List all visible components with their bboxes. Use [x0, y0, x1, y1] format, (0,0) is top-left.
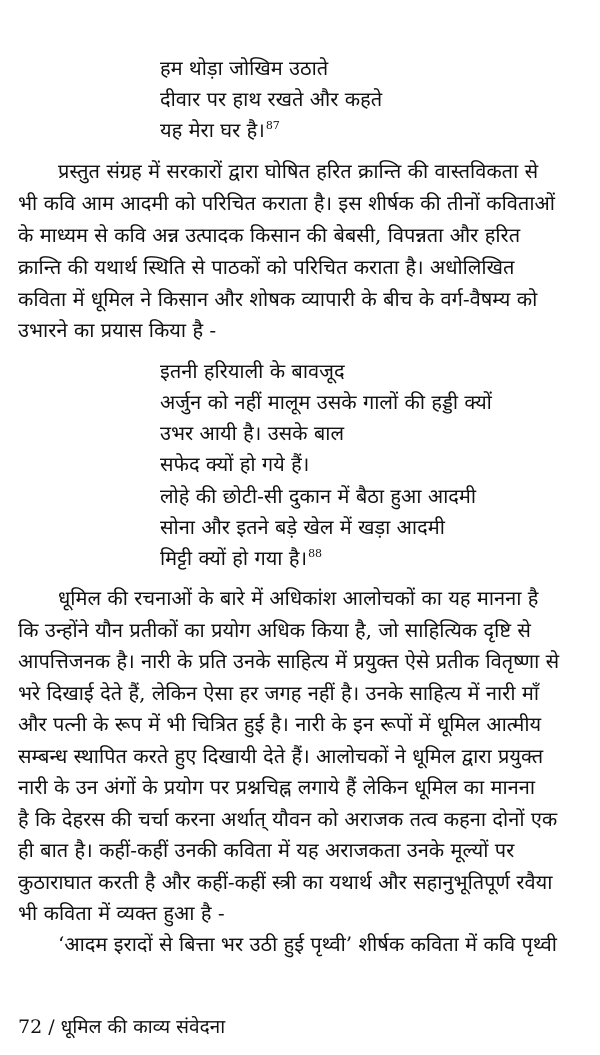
paragraph-3-line-1: ‘आदम इरादों से बित्ता भर उठी हुई पृथ्वी’ शीर्षक कविता में कवि पृथ्वी	[58, 932, 557, 956]
page-footer: 72 / धूमिल की काव्य संवेदना	[18, 1016, 226, 1038]
footnote-ref-87: 87	[265, 119, 280, 133]
footnote-ref-88: 88	[308, 547, 323, 561]
poem-1-line-1: हम थोड़ा जोखिम उठाते	[160, 56, 329, 80]
paragraph-1-line-3: के माध्यम से कवि अन्न उत्पादक किसान की बेबसी, विपन्नता और हरित	[18, 223, 521, 247]
paragraph-2-line-8: है कि देहरस की चर्चा करना अर्थात् यौवन को अराजक तत्व कहना दोनों एक	[18, 807, 558, 831]
paragraph-2-line-4: भरे दिखाई देते हैं, लेकिन ऐसा हर जगह नहीं है। उनके साहित्य में नारी माँ	[18, 681, 540, 705]
poem-1-line-3-text: यह मेरा घर है।	[160, 118, 265, 142]
poem-2-line-7	[160, 545, 322, 571]
paragraph-2-line-7: नारी के उन अंगों के प्रयोग पर प्रश्नचिह्न लगाये हैं लेकिन धूमिल का मानना	[18, 775, 536, 799]
paragraph-2-line-11: भी कविता में व्यक्त हुआ है -	[18, 901, 225, 925]
paragraph-2-line-9: ही बात है। कहीं-कहीं उनकी कविता में यह अराजकता उनके मूल्यों पर	[18, 838, 515, 862]
paragraph-2-line-3: आपत्तिजनक है। नारी के प्रति उनके साहित्य में प्रयुक्त ऐसे प्रतीक वितृष्णा से	[18, 649, 560, 673]
poem-1-line-2: दीवार पर हाथ रखते और कहते	[160, 87, 383, 111]
poem-2-line-5: लोहे की छोटी-सी दुकान में बैठा हुआ आदमी	[160, 484, 477, 508]
paragraph-2-line-5: और पत्नी के रूप में भी चित्रित हुई है। नारी के इन रूपों में धूमिल आत्मीय	[18, 712, 542, 736]
paragraph-2-line-1: धूमिल की रचनाओं के बारे में अधिकांश आलोचकों का यह मानना है	[58, 586, 539, 610]
paragraph-2-line-10: कुठाराघात करती है और कहीं-कहीं स्त्री का यथार्थ और सहानुभूतिपूर्ण रवैया	[18, 870, 553, 894]
paragraph-2-line-2: कि उन्होंने यौन प्रतीकों का प्रयोग अधिक किया है, जो साहित्यिक दृष्टि से	[18, 618, 531, 642]
paragraph-1-line-1: प्रस्तुत संग्रह में सरकारों द्वारा घोषित हरित क्रान्ति की वास्तविकता से	[58, 159, 539, 183]
paragraph-2-line-6: सम्बन्ध स्थापित करते हुए दिखायी देते हैं। आलोचकों ने धूमिल द्वारा प्रयुक्त	[18, 744, 544, 768]
poem-2-line-4: सफेद क्यों हो गये हैं।	[160, 452, 310, 476]
paragraph-1-line-2: भी कवि आम आदमी को परिचित कराता है। इस शीर्षक की तीनों कविताओं	[18, 191, 555, 215]
paragraph-1-line-6: उभारने का प्रयास किया है -	[18, 318, 217, 342]
poem-1-line-3	[160, 117, 280, 143]
poem-2-line-1: इतनी हरियाली के बावजूद	[160, 359, 345, 383]
poem-2-line-3: उभर आयी है। उसके बाल	[160, 421, 345, 445]
poem-2-line-2: अर्जुन को नहीं मालूम उसके गालों की हड्डी क्यों	[160, 390, 492, 414]
paragraph-1-line-4: क्रान्ति की यथार्थ स्थिति से पाठकों को परिचित कराता है। अधोलिखित	[18, 255, 515, 279]
paragraph-1-line-5: कविता में धूमिल ने किसान और शोषक व्यापारी के बीच के वर्ग-वैषम्य को	[18, 287, 538, 311]
poem-2-line-6: सोना और इतने बड़े खेल में खड़ा आदमी	[160, 515, 445, 539]
poem-2-line-7-text: मिट्टी क्यों हो गया है।	[160, 546, 308, 570]
